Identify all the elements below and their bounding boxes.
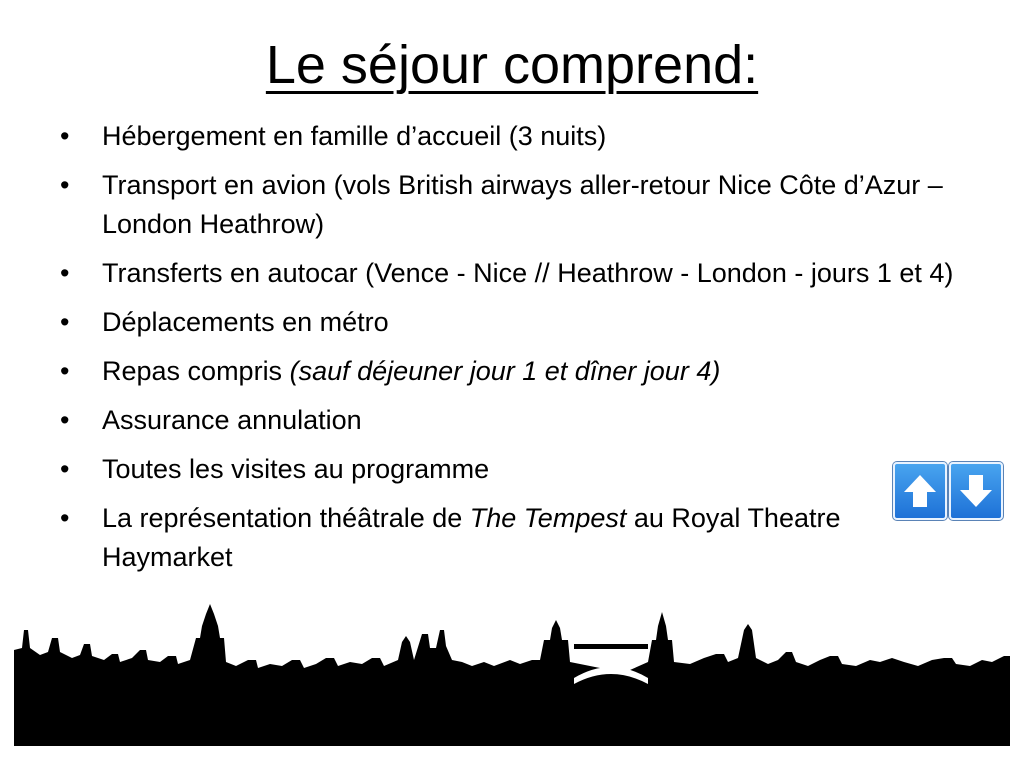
- bullet-icon: •: [60, 454, 70, 484]
- bullet-list: [60, 117, 960, 587]
- item-italic-note: (sauf déjeuner jour 1 et dîner jour 4): [289, 356, 721, 386]
- play-title: The Tempest: [469, 503, 627, 533]
- item-text: Toutes les visites au programme: [102, 454, 490, 484]
- list-item: [60, 352, 960, 391]
- list-item: [60, 254, 960, 293]
- item-text: La représentation théâtrale de: [102, 503, 470, 533]
- bullet-icon: •: [60, 405, 70, 435]
- list-item: [60, 117, 960, 156]
- list-item: [60, 166, 960, 244]
- slide-title: Le séjour comprend:: [265, 35, 759, 95]
- list-item: [60, 401, 960, 440]
- item-text: Transferts en autocar (Vence - Nice // Heathrow - London - jours 1 et 4): [102, 258, 954, 288]
- next-slide-button[interactable]: [949, 462, 1003, 520]
- arrow-down-icon: [956, 471, 996, 511]
- london-skyline-image: [0, 600, 1024, 768]
- item-text: Transport en avion (vols British airways aller-retour Nice Côte d’Azur – London Heathrow): [102, 170, 943, 239]
- slide-navigation: [893, 462, 1005, 520]
- list-item: [60, 450, 960, 489]
- bullet-icon: •: [60, 307, 70, 337]
- item-text: Déplacements en métro: [102, 307, 389, 337]
- item-text: Assurance annulation: [102, 405, 362, 435]
- list-item: [60, 303, 960, 342]
- item-text: Repas compris: [102, 356, 290, 386]
- arrow-up-icon: [900, 471, 940, 511]
- bullet-icon: •: [60, 356, 70, 386]
- item-text-end: au Royal Theatre Haymarket: [102, 503, 841, 572]
- previous-slide-button[interactable]: [893, 462, 947, 520]
- bullet-icon: •: [60, 503, 70, 533]
- bullet-icon: •: [60, 121, 70, 151]
- bullet-icon: •: [60, 170, 70, 200]
- item-text: Hébergement en famille d’accueil (3 nuits): [102, 121, 607, 151]
- bullet-icon: •: [60, 258, 70, 288]
- list-item: [60, 499, 960, 577]
